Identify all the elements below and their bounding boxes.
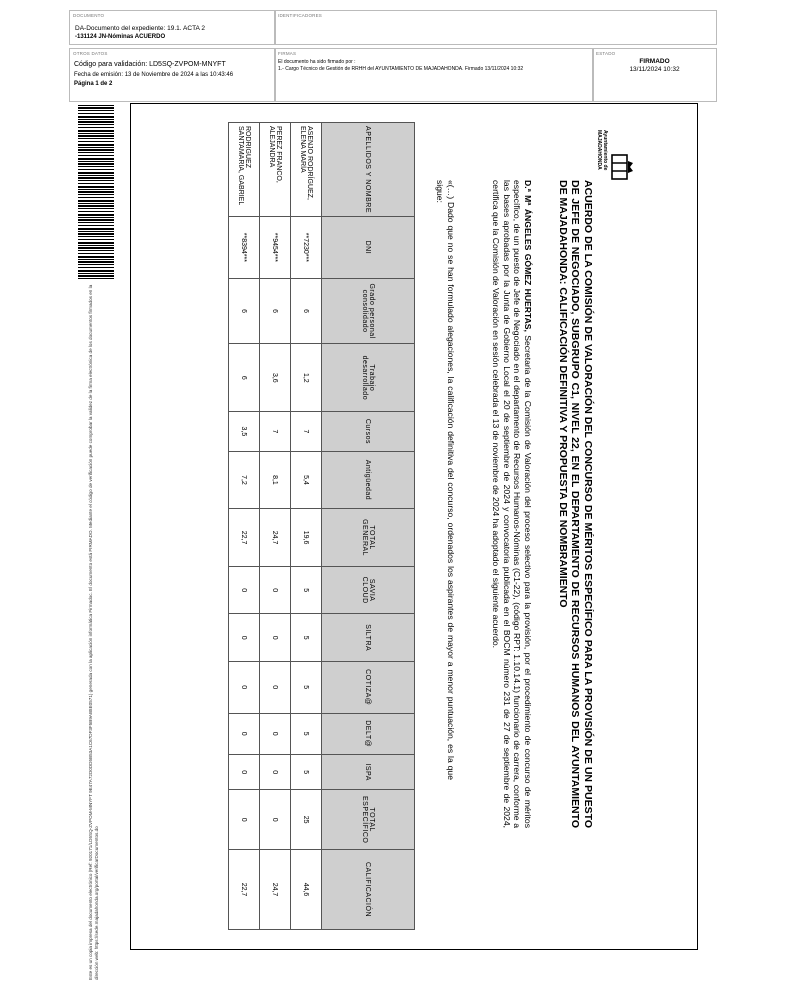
documento-line1: DA-Documento del expediente: 19.1. ACTA 2 <box>75 25 205 32</box>
header-otros-datos-box <box>69 48 276 102</box>
col-apellidos: APELLIDOS Y NOMBRE <box>322 123 415 217</box>
cell-siltra: 0 <box>260 614 291 662</box>
cell-total-especifico: 0 <box>260 790 291 850</box>
cell-trabajo: 1,2 <box>291 344 322 412</box>
firmas-line2: 1.- Cargo Técnico de Gestión de RRHH del AYUNTAMIENTO DE MAJADAHONDA. Firmado 13/11/2024 10:32 <box>278 66 524 72</box>
cell-total-general: 24,7 <box>260 509 291 567</box>
header-documento-box <box>69 10 276 45</box>
table-row <box>229 123 260 930</box>
col-cotiza: COTIZA@ <box>322 661 415 713</box>
paragraph-1 <box>491 180 533 828</box>
cell-antiguedad: 8,1 <box>260 451 291 509</box>
logo-text: Ayuntamiento de MAJADAHONDA <box>596 130 608 171</box>
cell-antiguedad: 7,2 <box>229 451 260 509</box>
cell-total-general: 22,7 <box>229 509 260 567</box>
cell-ispa: 0 <box>229 754 260 789</box>
cell-calificacion: 44,6 <box>291 850 322 930</box>
estado-value: FIRMADO <box>639 58 670 65</box>
estado-date: 13/11/2024 10:32 <box>629 66 680 73</box>
col-total-especifico: TOTAL ESPECÍFICO <box>322 790 415 850</box>
paragraph-1-text: Secretaria de la Comisión de Valoración del proceso selectivo para la provisión, por el procedimiento de concurso de méritos específico, de un puesto de Jefe de Negociado en el departamento de Recursos Humanos-Nóminas (C1-22), (código RPT: 1.10.14.1) funcionario de carrera, conforme a las bases aprobadas por la Junta de Gobierno Local el 20 de septiembre de 2024 y convocatoria publicada en el BOCM número 231 de 27 de septiembre de 2024, certifica que la Comisión de Valoración en sesión celebrada el 13 de noviembre de 2024 ha adoptado el siguiente acuerdo. <box>491 180 533 829</box>
documento-label: DOCUMENTO <box>73 13 105 18</box>
cell-name: RODRIGUEZ SANTAMARIA, GABRIEL <box>229 123 260 217</box>
table-row <box>291 123 322 930</box>
codigo-validacion: Código para validación: LD5SQ-ZVPOM-MNYFT <box>74 61 226 68</box>
results-table <box>228 122 415 930</box>
col-savia: SAVIA CLOUD <box>322 566 415 614</box>
cell-siltra: 5 <box>291 614 322 662</box>
fecha-emision: Fecha de emisión: 13 de Noviembre de 2024 a las 10:43:46 <box>74 72 234 78</box>
col-antiguedad: Antigüedad <box>322 451 415 509</box>
firmas-label: FIRMAS <box>278 51 297 56</box>
col-dni: DNI <box>322 217 415 279</box>
col-cursos: Cursos <box>322 412 415 451</box>
table-header-row <box>322 123 415 930</box>
cell-trabajo: 3,6 <box>260 344 291 412</box>
barcode <box>78 105 114 281</box>
ayuntamiento-logo <box>592 130 634 205</box>
cell-cursos: 3,5 <box>229 412 260 451</box>
cell-cursos: 7 <box>260 412 291 451</box>
cell-cotiza: 0 <box>260 661 291 713</box>
cell-ispa: 5 <box>291 754 322 789</box>
cell-grado: 6 <box>291 278 322 344</box>
col-calificacion: CALIFICACIÓN <box>322 850 415 930</box>
paragraph-1-bold: D.ª Mª ÁNGELES GÓMEZ HUERTAS, <box>523 180 533 332</box>
cell-antiguedad: 5,4 <box>291 451 322 509</box>
paragraph-2: «(…) Dado que no se han formulado alegaciones, la calificación definitiva del concurso, ordenados los aspirantes de mayor a menor puntuación, es la que sigue: <box>435 180 456 780</box>
cell-dni: **8394*** <box>229 217 260 279</box>
cell-cotiza: 0 <box>229 661 260 713</box>
col-siltra: SILTRA <box>322 614 415 662</box>
cell-siltra: 0 <box>229 614 260 662</box>
cell-total-especifico: 0 <box>229 790 260 850</box>
otros-datos-label: OTROS DATOS <box>73 51 108 56</box>
header-estado-box <box>592 48 717 102</box>
table-row <box>260 123 291 930</box>
header-firmas-box <box>274 48 594 102</box>
cell-calificacion: 22,7 <box>229 850 260 930</box>
cell-name: ASENJO RODRÍGUEZ, ELENA MARÍA <box>291 123 322 217</box>
cell-ispa: 0 <box>260 754 291 789</box>
cell-name: PEREZ FRANCO, ALEJANDRA <box>260 123 291 217</box>
col-ispa: ISPA <box>322 754 415 789</box>
header-identificadores-box <box>274 10 717 45</box>
cell-cotiza: 5 <box>291 661 322 713</box>
cell-grado: 6 <box>260 278 291 344</box>
cell-dni: **9454*** <box>260 217 291 279</box>
col-delta: DELT@ <box>322 713 415 754</box>
cell-trabajo: 6 <box>229 344 260 412</box>
cell-delta: 0 <box>229 713 260 754</box>
pagina: Página 1 de 2 <box>74 81 113 87</box>
cell-grado: 6 <box>229 278 260 344</box>
cell-delta: 0 <box>260 713 291 754</box>
cell-calificacion: 24,7 <box>260 850 291 930</box>
coat-of-arms-icon <box>610 152 634 182</box>
estado-label: ESTADO <box>596 51 616 56</box>
cell-dni: **7230*** <box>291 217 322 279</box>
cell-cursos: 7 <box>291 412 322 451</box>
document-title: ACUERDO DE LA COMISIÓN DE VALORACIÓN DEL CONCURSO DE MÉRITOS ESPECÍFICO PARA LA PROVISIÓN DE UN PUESTO DE JEFE DE NEGOCIADO, SUBGRUPO C1, NIVEL 22, EN EL DEPARTAMENTO DE RECURSOS HUMANOS DEL AYUNTAMIENTO DE MAJADAHONDA: CALIFICACIÓN DEFINITIVA Y PROPUESTA DE NOMBRAMIENTO <box>557 180 594 828</box>
col-trabajo: Trabajo desarrollado <box>322 344 415 412</box>
cell-total-especifico: 25 <box>291 790 322 850</box>
documento-line2: -131124 JN-Nóminas ACUERDO <box>75 34 166 40</box>
cell-savia: 0 <box>229 566 260 614</box>
cell-total-general: 19,6 <box>291 509 322 567</box>
verification-note: Este es un copia impresa del documento electrónico (Ref: 920171/LD5SQ-ZVPOM-MNYFT 9E47A72D0DD5B53A1C67DF3F5B9AB8E0571) generada con la aplicación informática Firmadoc. El documento está FIRMADO. Mediante el código de verificación puede comprobar la validez de la firma electrónica de los documentos firmados en la dirección web: https://sede.majadahonda.org/portal/verificarDocumentos.do <box>88 284 99 980</box>
rotated-content <box>160 126 640 950</box>
cell-savia: 0 <box>260 566 291 614</box>
cell-savia: 5 <box>291 566 322 614</box>
cell-delta: 5 <box>291 713 322 754</box>
firmas-line1: El documento ha sido firmado por : <box>278 59 356 65</box>
col-grado: Grado personal consolidado <box>322 278 415 344</box>
col-total-general: TOTAL GENERAL <box>322 509 415 567</box>
identificadores-label: IDENTIFICADORES <box>278 13 323 18</box>
